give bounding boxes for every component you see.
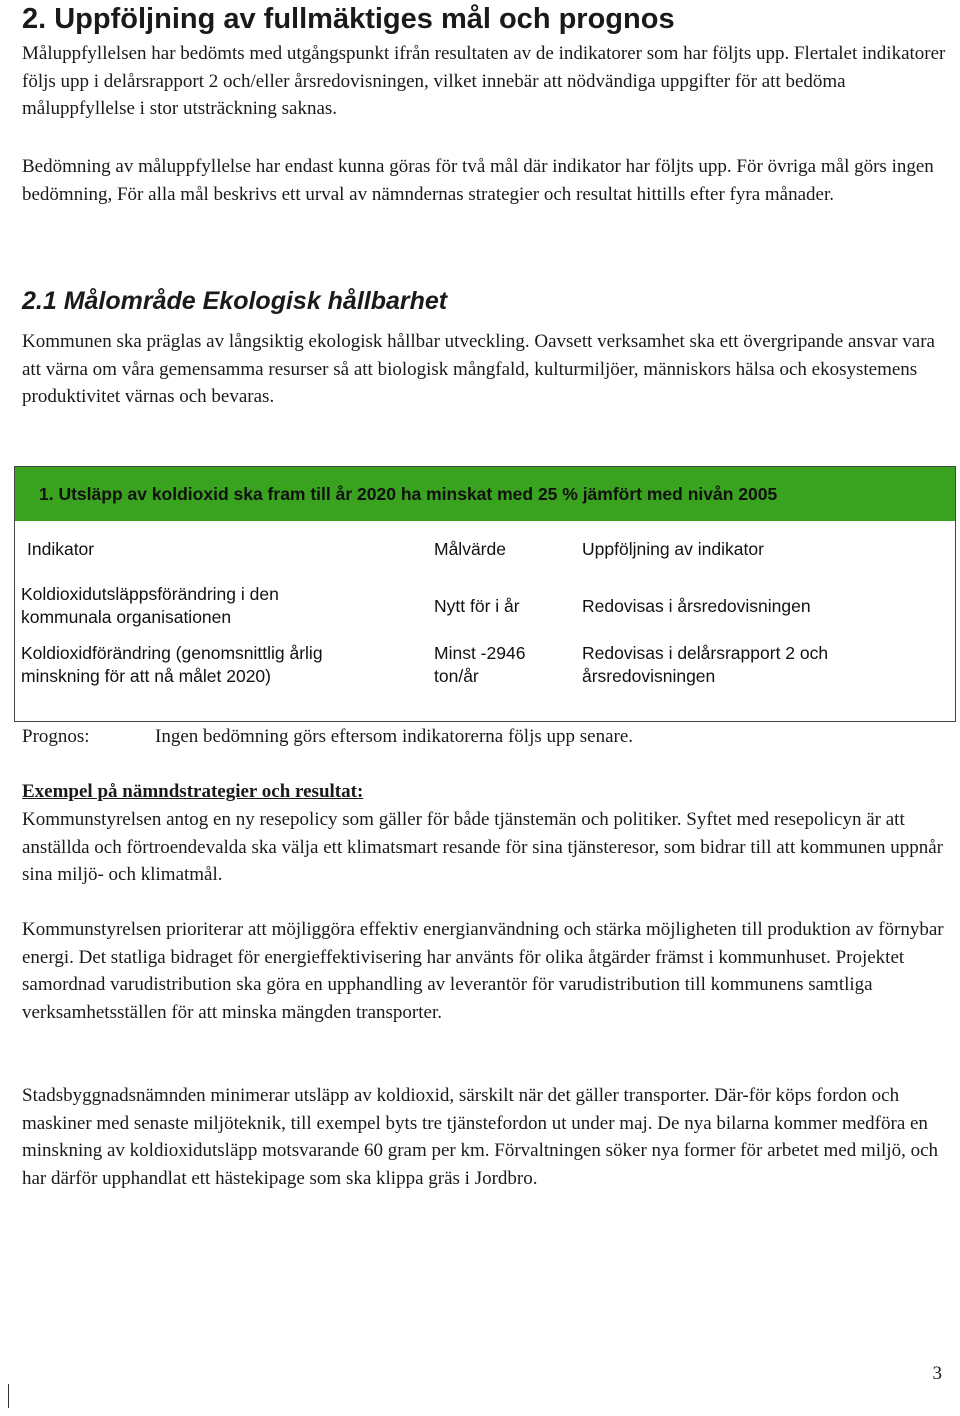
examples-heading: Exempel på nämndstrategier och resultat: [22, 781, 364, 802]
subsection-heading: 2.1 Målområde Ekologisk hållbarhet [22, 287, 448, 315]
header-malvarde: Målvärde [434, 539, 506, 559]
row1-malvarde: Nytt för i år [434, 596, 520, 616]
prognos-text: Ingen bedömning görs eftersom indikatorerna följs upp senare. [155, 726, 634, 747]
goal-title-bar: 1. Utsläpp av koldioxid ska fram till år 2020 ha minskat med 25 % jämfört med nivån 2005 [15, 467, 955, 521]
example-paragraph-2: Kommunstyrelsen prioriterar att möjliggöra effektiv energianvändning och stärka möjligheten till produktion av förnybar energi. Det statliga bidraget för energieffektivisering har använts för olika åtgärder främst i kommunhuset. Projektet samordnad varudistribution ska göra en upphandling av leverantör för varudistribution till kommunens samtliga verksamhetsställen för att minska mängden transporter. [22, 919, 944, 1023]
section-heading: 2. Uppföljning av fullmäktiges mål och prognos [22, 3, 675, 35]
assessment-paragraph: Bedömning av måluppfyllelse har endast kunna göras för två mål där indikator har följts upp. För övriga mål görs ingen bedömning, För alla mål beskrivs ett urval av nämndernas strategier och resultat hittills efter fyra månader. [22, 156, 934, 205]
example-paragraph-3: Stadsbyggnadsnämnden minimerar utsläpp av koldioxid, särskilt när det gäller transporter. Där-för köps fordon och maskiner med senaste miljöteknik, till exempel byts tre tjänstefordon ut under maj. De nya bilarna kommer medföra en minskning av koldioxidutsläpp motsvarande 60 gram per km. Förvaltningen söker nya former för arbetet med miljö, och har därför upphandlat ett hästekipage som ska klippa gräs i Jordbro. [22, 1085, 939, 1189]
prognos-label: Prognos: [22, 726, 90, 747]
margin-marker [8, 1384, 9, 1408]
row1-uppfoljning: Redovisas i årsredovisningen [582, 596, 811, 616]
goal-box [14, 466, 956, 722]
header-uppfoljning: Uppföljning av indikator [582, 539, 764, 559]
row2-uppfoljning: Redovisas i delårsrapport 2 och årsredovisningen [582, 643, 829, 686]
subsection-intro: Kommunen ska präglas av långsiktig ekologisk hållbar utveckling. Oavsett verksamhet ska ett övergripande ansvar vara att värna om våra gemensamma resurser så att biologisk mångfald, kulturmiljöer, människors hälsa och ekosystemens produktivitet värnas och bevaras. [22, 331, 935, 407]
header-indikator: Indikator [27, 539, 95, 559]
row1-indikator: Koldioxidutsläppsförändring i den kommunala organisationen [21, 584, 279, 627]
example-paragraph-1: Kommunstyrelsen antog en ny resepolicy som gäller för både tjänstemän och politiker. Syftet med resepolicyn är att anställda och förtroendevalda ska välja ett klimatsmart resande för sina tjänsteresor, som bidrar till att kommunen uppnår sina miljö- och klimatmål. [22, 809, 943, 885]
row2-malvarde: Minst -2946 ton/år [434, 643, 526, 686]
page-number: 3 [932, 1363, 942, 1384]
row2-indikator: Koldioxidförändring (genomsnittlig årlig minskning för att nå målet 2020) [21, 643, 323, 686]
intro-paragraph: Måluppfyllelsen har bedömts med utgångspunkt ifrån resultaten av de indikatorer som har följts upp. Flertalet indikatorer följs upp i delårsrapport 2 och/eller årsredovisningen, vilket innebär att nödvändiga uppgifter för att bedöma måluppfyllelse i stor utsträckning saknas. [22, 43, 946, 119]
